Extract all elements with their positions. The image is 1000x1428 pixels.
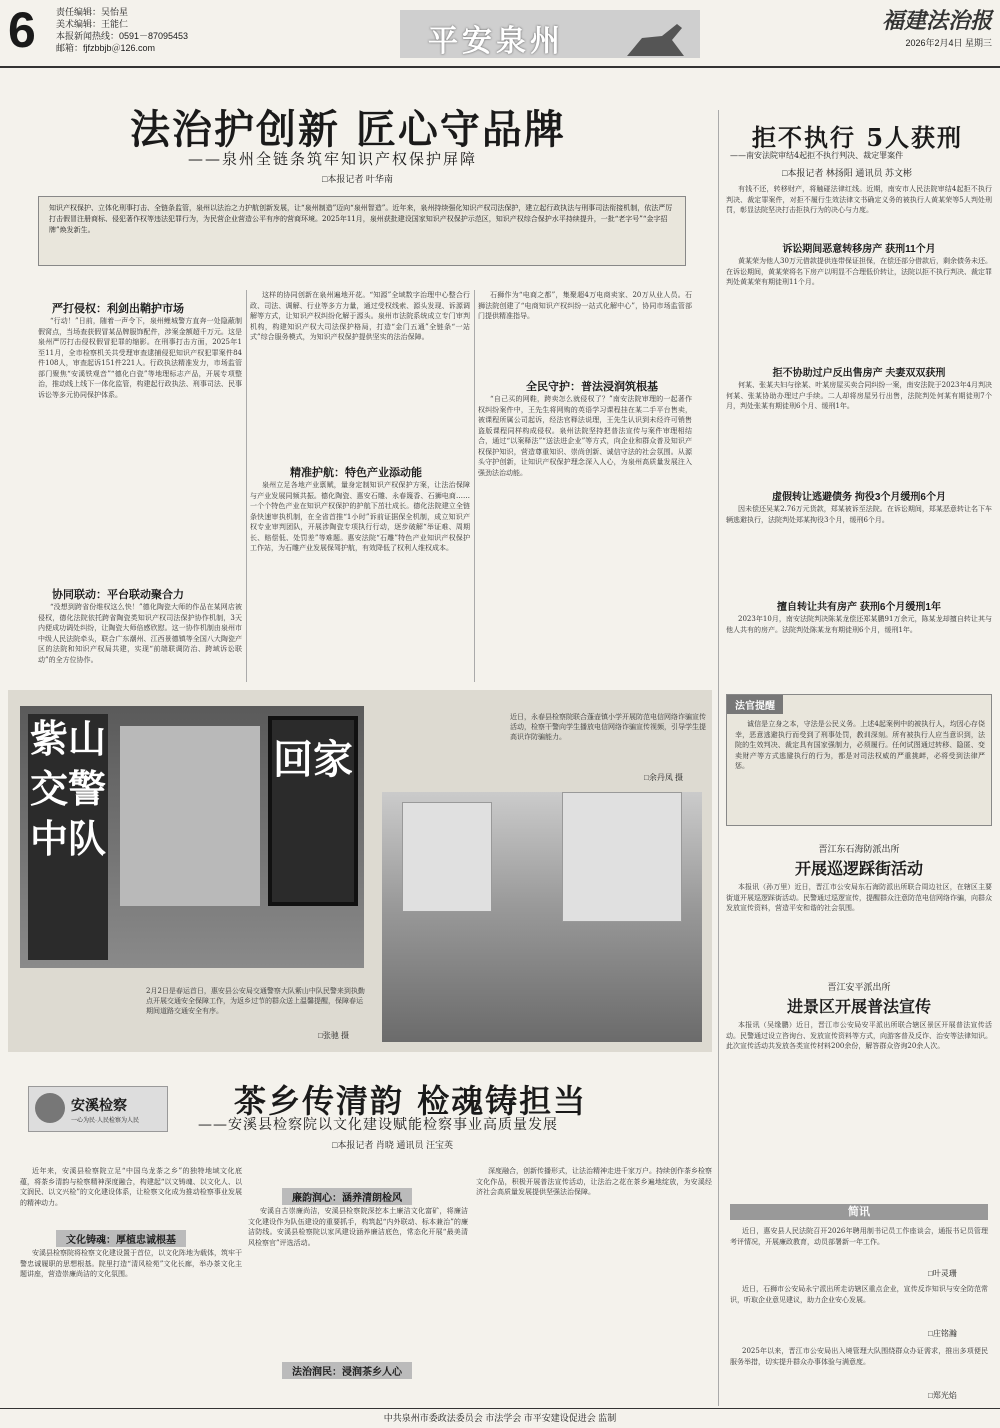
section2-byline: □本报记者 肖晓 通讯员 汪宝英: [332, 1140, 453, 1150]
lead-column-5: 石狮作为“电商之都”，集聚超4万电商卖家、20万从业人员。石狮法院创建了“电商知识产权纠纷一站式化解中心”，协同市场监管部门提供精准指导。: [478, 291, 692, 320]
section2-headline: 茶乡传清韵 检魂铸担当: [234, 1082, 588, 1120]
lead-column-3: 这样的协同创新在泉州遍地开花。“知源”全域数字治理中心整合行政、司法、调解、行业等多方力量，通过受权线索、源头发现、诉源调解等方式，让知识产权纠纷化解于源头。泉州市法院系统成立专门审判机构，构建知识产权大司法保护格局，打造“金门五通”全链条“一站式”综合服务模式，为知识产权保护提供坚实的法治保障。: [250, 291, 470, 341]
brief-2-credit: □庄铭瀚: [928, 1329, 957, 1338]
section2-column-3: 安溪自古崇廉尚洁，安溪县检察院深挖本土廉洁文化富矿，将廉洁文化建设作为队伍建设的重要抓手，构筑起“内外联动、标本兼治”的廉洁防线。安溪县检察院以家风建设涵养廉洁底色，常态化开展“最美清风检察官”评选活动。: [248, 1207, 468, 1247]
lead-subhead-4: 全民守护：普法浸润筑根基: [526, 381, 658, 393]
editor-name: 责任编辑：吴怡星: [56, 7, 129, 17]
brief-1-credit: □叶灵珊: [928, 1269, 957, 1278]
news2-headline: 进景区开展普法宣传: [786, 997, 931, 1016]
building: [402, 802, 492, 912]
section-title: 平安泉州: [428, 24, 564, 59]
news1-headline: 开展巡逻踩街活动: [794, 859, 923, 878]
photo-school-event: [382, 792, 702, 1042]
right-column-divider: [718, 110, 719, 1406]
page-footer: 中共泉州市委政法委员会 市法学会 市平安建设促进会 监制: [0, 1408, 1000, 1428]
photo-caption-bottom: 2月2日是春运首日，惠安县公安局交通警察大队紫山中队民警来到执勤点开展交通安全保障工作，为返乡过节的群众送上温馨提醒，保障春运期间道路交通安全有序。: [146, 987, 365, 1015]
right-paragraph-2: 何某、张某夫妇与徐某、叶某房屋买卖合同纠纷一案，南安法院于2023年4月判决何某、张某协助办理过户手续。二人却将房屋另行出售，法院判处何某有期徒刑7个月，判处张某有期徒刑6个月、缓刑1年。: [726, 381, 992, 410]
horse-rider-icon: [622, 18, 692, 58]
photo-caption-top: 近日，永春县检察院联合蓬壶镇小学开展防范电信网络诈骗宣传活动，检察干警向学生播放电信网络诈骗宣传视频，引导学生提高识诈防骗能力。: [510, 713, 706, 741]
right-subhead-1: 诉讼期间恶意转移房产 获刑11个月: [782, 244, 936, 255]
right-subhead-3: 虚假转让逃避债务 拘役3个月缓刑6个月: [772, 492, 946, 503]
editor-info: [56, 6, 188, 54]
section2-band-3: 法治润民：浸润茶乡人心: [282, 1362, 412, 1379]
judge-tip-box: [726, 694, 992, 826]
lead-column-2: “没想到跨省份维权这么快！”德化陶瓷大师的作品在某网店被侵权，德化法院依托跨省陶瓷类知识产权司法保护协作机制，3天内便成功调处纠纷，让陶瓷大师倍感欣慰。这一协作机制由泉州市中级人民法院牵头，联合广东潮州、江西景德镇等全国八大陶瓷产区的法院和知识产权局共建，实现“前端联调防治、跨域诉讼联动”的全方位协作。: [38, 603, 242, 664]
section2-column-1: 近年来，安溪县检察院立足“中国乌龙茶之乡”的独特地域文化底蕴，将茶乡清韵与检察精神深度融合，构建起“以文铸魂、以文化人、以文润民、以文兴检”的文化建设体系，让检察文化成为推动检察事业发展的精神动力。: [20, 1167, 242, 1207]
news2-text: 本报讯（吴缘鹏）近日，晋江市公安局安平派出所联合辖区景区开展普法宣传活动。民警通过设立咨询台、发放宣传资料等方式，向游客普及反诈、治安等法律知识。此次宣传活动共发放各类宣传材料200余份，解答群众咨询20余人次。: [726, 1021, 992, 1050]
brief-1: 近日，惠安县人民法院召开2026年聘用制书记员工作座谈会，通报书记员管理考评情况，开展廉政教育，动员部署新一年工作。: [730, 1227, 988, 1246]
section-banner: [400, 10, 700, 58]
lead-subheadline: ——泉州全链条筑牢知识产权保护屏障: [188, 150, 478, 168]
lead-subhead-3: 精准护航：特色产业添动能: [290, 467, 422, 479]
judge-tip-text: 诚信是立身之本，守法是公民义务。上述4起案例中的被执行人，均因心存侥幸，恶意逃避执行而受到了刑事处罚，教训深刻。所有被执行人应当意识到，法院的生效判决、裁定具有国家强制力，必须履行。任何试图通过转移、隐匿、变卖财产等方式逃避执行的行为，都是对司法权威的严重挑衅，必将受到法律严惩。: [735, 720, 985, 770]
logo-text: 安溪检察: [71, 1097, 127, 1113]
right-paragraph-3: 因未偿还吴某2.76万元货款，郑某被诉至法院。在诉讼期间，郑某恶意转让名下车辆逃避执行，法院判处郑某拘役3个月，缓刑6个月。: [726, 505, 992, 524]
lead-subhead-2: 协同联动：平台联动聚合力: [52, 589, 184, 601]
right-byline: □本报记者 林扬阳 通讯员 苏文彬: [782, 168, 912, 178]
news1-text: 本报讯（孙万里）近日，晋江市公安局东石海防派出所联合周边社区，在辖区主要街道开展巡逻踩街活动。民警通过巡逻宣传，提醒群众注意防范电信网络诈骗，向群众发放宣传资料，营造平安和谐的社会氛围。: [726, 883, 992, 912]
briefs-header: 简讯: [730, 1204, 988, 1220]
logo-subtext: 一心为民·人民检察为人民: [71, 1118, 139, 1124]
right-subhead-2: 拒不协助过户反出售房产 夫妻双双获刑: [772, 368, 946, 379]
anxi-procuratorate-logo: [28, 1086, 168, 1132]
police-station-sign: 紫山交警中队: [28, 714, 108, 960]
news1-kicker: 晋江东石海防派出所: [818, 845, 900, 855]
service-window: [120, 726, 260, 906]
right-subhead-4: 擅自转让共有房产 获刑6个月缓刑1年: [777, 602, 941, 613]
lead-headline: 法治护创新 匠心守品牌: [130, 106, 566, 153]
lead-byline: □本报记者 叶华南: [322, 174, 393, 184]
masthead: [0, 0, 1000, 68]
email: 邮箱：fjfzbbjb＠126.com: [56, 43, 156, 53]
newspaper-brand: 福建法治报: [881, 8, 992, 34]
procuratorate-emblem-icon: [35, 1093, 65, 1123]
judge-tip-label: 法官提醒: [727, 695, 783, 714]
issue-date: 2026年2月4日 星期三: [905, 38, 992, 48]
photo-credit-top: □余丹凤 摄: [644, 773, 684, 782]
brief-3: 2025年以来，晋江市公安局出入境管理大队围绕群众办证需求，推出多项便民服务举措，切实提升群众办事体验与满意度。: [730, 1347, 988, 1366]
lead-column-4: 泉州立足各地产业禀赋，量身定制知识产权保护方案，让法治保障与产业发展同频共振。德化陶瓷、惠安石雕、永春篾香、石狮电商……一个个特色产业在知识产权保护的护航下茁壮成长。德化法院建立全链条快速审执机制，在全省首推“1小时”诉前证据保全机制，成立知识产权专业审判团队，开展涉陶瓷专项执行行动，逐步破解“举证难、周期长、赔偿低、处罚差”等难题。惠安法院“石雕”特色产业知识产权保护工作站，为石雕产业发展保驾护航，有效降低了权利人维权成本。: [250, 481, 470, 552]
building: [562, 792, 682, 922]
photo-traffic-police: [20, 706, 364, 968]
brief-2: 近日，石狮市公安局永宁派出所走访辖区重点企业，宣传反诈知识与安全防范常识，听取企业意见建议，助力企业安心发展。: [730, 1285, 988, 1304]
section2-subheadline: ——安溪县检察院以文化建设赋能检察事业高质量发展: [198, 1117, 558, 1133]
right-paragraph-1: 黄某荣为他人30万元借款提供连带保证担保，在偿还部分借款后，剩余债务未还。在诉讼期间，黄某荣将名下房产以明显不合理低价转让，法院以拒不执行判决、裁定罪判处黄某荣有期徒刑11个月。: [726, 257, 992, 286]
news2-kicker: 晋江安平派出所: [827, 983, 891, 993]
home-sign: 回家: [268, 716, 358, 906]
section2-column-4: 深度融合，创新传播形式，让法治精神走进千家万户。持续创作茶乡检察文化作品，积极开展普法宣传活动，让法治之花在茶乡遍地绽放，为安溪经济社会高质量发展提供坚强法治保障。: [476, 1167, 712, 1196]
section2-band-1: 文化铸魂：厚植忠诚根基: [56, 1230, 186, 1247]
news-hotline: 本报新闻热线：0591－87095453: [56, 31, 189, 41]
section2-column-2: 安溪县检察院将检察文化建设置于首位，以文化阵地为载体，筑牢干警忠诚履职的思想根基。院里打造“清风检苑”文化长廊，举办茶文化主题讲座，营造崇廉尚洁的文化氛围。: [20, 1249, 242, 1278]
section2-band-2: 廉韵润心：涵养清朗检风: [282, 1188, 412, 1205]
photo-credit-bottom: □张驰 摄: [318, 1031, 350, 1040]
brief-3-credit: □郑光焰: [928, 1391, 957, 1400]
page-number: 6: [8, 2, 36, 58]
art-editor-name: 美术编辑：王能仁: [56, 19, 129, 29]
lead-column-6: “自己买的网鞋，跨卖怎么就侵权了？”南安法院审理的一起著作权纠纷案件中，王先生将网购的英语学习课程挂在某二手平台售卖，被课程所属公司起诉，经法官释法说理，王先生认识到未经许可销售盗版课程同样构成侵权。泉州法院坚持把普法宣传与案件审理相结合，通过“以案释法”“送法进企业”等方式，向企业和群众普及知识产权保护知识，营造尊重知识、崇尚创新、诚信守法的社会氛围。从源头守护创新，让知识产权保护理念深入人心，为泉州高质量发展注入强劲法治动能。: [478, 395, 692, 477]
lead-subhead-1: 严打侵权：利剑出鞘护市场: [52, 303, 184, 315]
lead-intro-box: 知识产权保护、立体化刑事打击、全链条监管，泉州以法治之力护航创新发展，让“泉州制造”迈向“泉州智造”。近年来，泉州持续强化知识产权司法保护，建立起行政执法与刑事司法衔接机制，依法严厉打击假冒注册商标、侵犯著作权等违法犯罪行为，为民营企业营造公平有序的营商环境。2025年11月，泉州获批建设国家知识产权保护示范区，知识产权综合保护水平持续提升，一批“老字号”“金字招牌”焕发新生。: [38, 196, 686, 266]
right-intro: 有钱不还，转移财产，将触碰法律红线。近期，南安市人民法院审结4起拒不执行判决、裁定罪案件，对拒不履行生效法律文书确定义务的被执行人黄某荣等5人判处刑罚，彰显法院坚决打击拒执行为的决心与力度。: [726, 185, 992, 214]
column-divider: [246, 290, 247, 682]
column-divider: [474, 290, 475, 682]
right-headline: 拒不执行 5人获刑: [752, 123, 964, 152]
right-paragraph-4: 2023年10月，南安法院判决陈某龙偿还郑某鹏91万余元，陈某龙却擅自转让其与他人共有的房产。法院判处陈某龙有期徒刑6个月，缓刑1年。: [726, 615, 992, 634]
lead-column-1: “行动！”日前，随着一声令下，泉州鲤城警方直奔一处隐蔽制假窝点，当场查获假冒某品牌服饰配件，涉案金额超千万元。这是泉州严厉打击侵权假冒犯罪的缩影。在刑事打击方面，2025年1至11月，全市检察机关共受理审查逮捕侵犯知识产权犯罪案件84件108人，审查起诉151件221人。行政执法精准发力，市场监管部门聚焦“安溪铁观音”“德化白瓷”等地理标志产品，开展专项整治，推动线上线下一体化监管，构建起行政执法、刑事司法、民事诉讼等多元协同保护体系。: [38, 317, 242, 399]
right-subheadline: ——南安法院审结4起拒不执行判决、裁定罪案件: [730, 151, 904, 160]
